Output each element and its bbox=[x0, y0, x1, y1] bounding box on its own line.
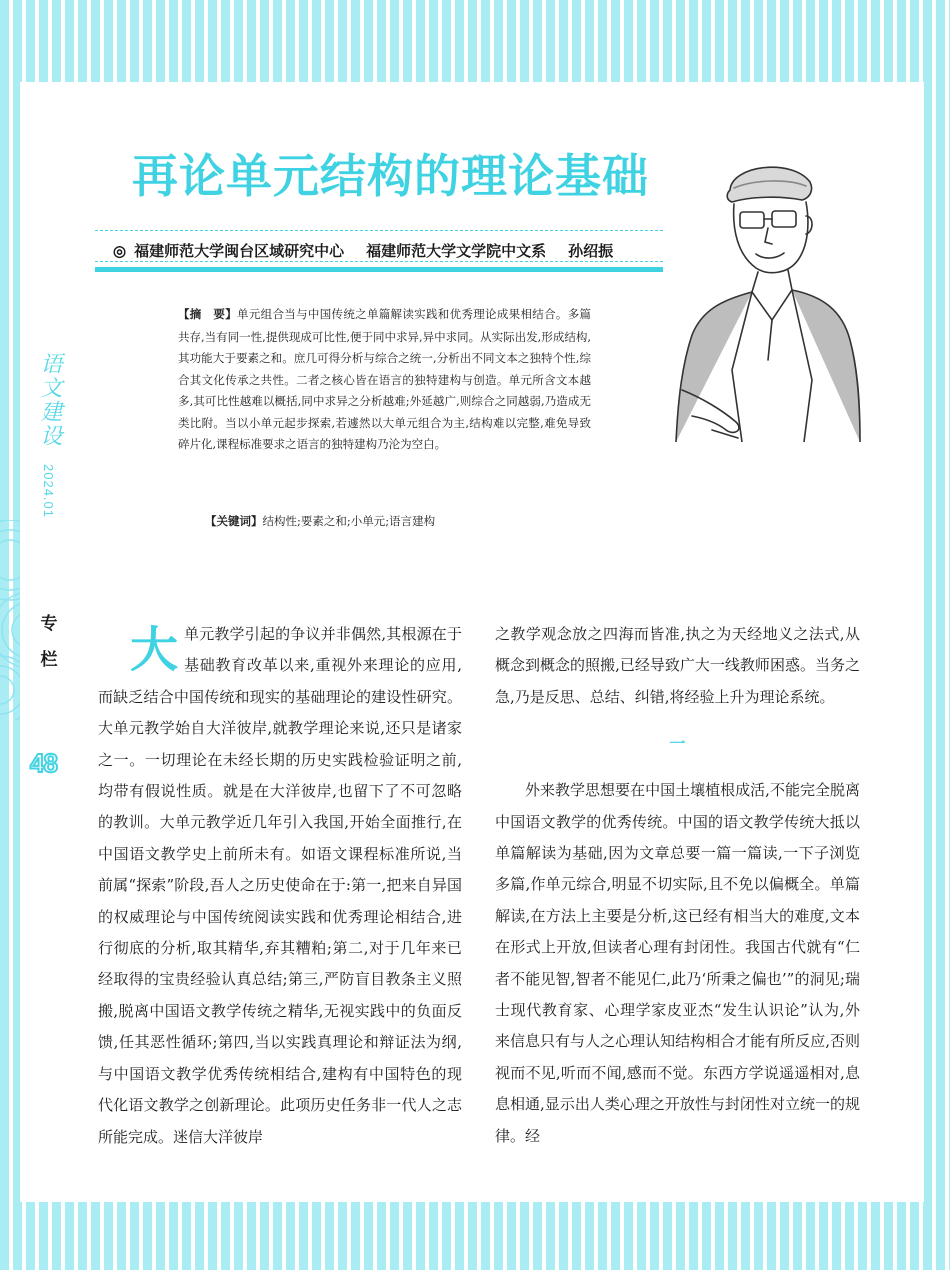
body-paragraph: 外来教学思想要在中国土壤植根成活,不能完全脱离中国语文教学的优秀传统。中国的语文教学传统大抵以单篇解读为基础,因为文章总要一篇一篇读,一下子浏览多篇,作单元综合,明显不切实际,且不免以偏概全。单篇解读,在方法上主要是分析,这已经有相当大的难度,文本在形式上开放,但读者心理有封闭性。我国古代就有“仁者不能见智,智者不能见仁,此乃‘所秉之偏也’”的洞见;瑞士现代教育家、心理学家皮亚杰“发生认识论”认为,外来信息只有与人之心理认知结构相合才能有所反应,否则视而不见,听而不闻,感而不觉。东西方学说遥遥相对,息息相通,显示出人类心理之开放性与封闭性对立统一的规律。经 bbox=[495, 781, 860, 1145]
body-text-left: 单元教学引起的争议并非偶然,其根源在于基础教育改革以来,重视外来理论的应用,而缺乏结合中国传统和现实的基础理论的建设性研究。大单元教学始自大洋彼岸,就教学理论来说,还只是诸家之一。一切理论在未经长期的历史实践检验证明之前,均带有假说性质。就是在大洋彼岸,也留下了不可忽略的教训。大单元教学近几年引入我国,开始全面推行,在中国语文教学史上前所未有。如语文课程标准所说,当前属“探索”阶段,吾人之历史使命在于:第一,把来自异国的权威理论与中国传统阅读实践和优秀理论相结合,进行彻底的分析,取其精华,弃其糟粕;第二,对于几年来已经取得的宝贵经验认真总结;第三,严防盲目教条主义照搬,脱离中国语文教学传统之精华,无视实践中的负面反馈,任其恶性循环;第四,当以实践真理论和辩证法为纲,与中国语文教学优秀传统相结合,建构有中国特色的现代化语文教学之创新理论。此项历史任务非一代人之志所能完成。迷信大洋彼岸 bbox=[98, 625, 462, 1146]
divider-middle bbox=[95, 261, 663, 262]
page-number: 48 bbox=[30, 748, 57, 778]
author-portrait-sketch bbox=[672, 160, 862, 442]
abstract bbox=[178, 304, 591, 456]
section-heading: 一 bbox=[669, 734, 686, 754]
abstract-label: 【摘 要】 bbox=[178, 309, 238, 321]
keywords-label: 【关键词】 bbox=[205, 516, 263, 528]
issue-number: 2024.01 bbox=[41, 464, 56, 518]
body-paragraph bbox=[98, 619, 462, 1153]
abstract-text: 单元组合当与中国传统之单篇解读实践和优秀理论成果相结合。多篇共存,当有同一性,提供现成可比性,便于同中求异,异中求同。从实际出发,形成结构,其功能大于要素之和。庶几可得分析与综合之统一,分析出不同文本之独特个性,综合其文化传承之共性。二者之核心皆在语言的独特建构与创造。单元所含文本越多,其可比性越难以概括,同中求异之分析越难;外延越广,则综合之同越弱,乃造成无类比附。当以小单元起步探索,若遽然以大单元组合为主,结构难以完整,难免导致碎片化,课程标准要求之语言的独特建构乃沦为空白。 bbox=[178, 307, 591, 451]
title-underline bbox=[95, 267, 663, 272]
column-label: 专栏 bbox=[40, 614, 58, 669]
affiliation-2: 福建师范大学文学院中文系 bbox=[366, 243, 547, 260]
article-title: 再论单元结构的理论基础 bbox=[132, 149, 649, 203]
magazine-name: 语文建设 bbox=[37, 352, 62, 448]
divider-top bbox=[95, 230, 663, 231]
author-name: 孙绍振 bbox=[568, 243, 614, 260]
keywords bbox=[205, 511, 605, 532]
keywords-text: 结构性;要素之和;小单元;语言建构 bbox=[262, 514, 436, 528]
body-column-left bbox=[98, 619, 462, 1153]
affiliation-1: 福建师范大学闽台区域研究中心 bbox=[134, 243, 345, 260]
author-byline bbox=[113, 240, 673, 261]
body-column-right bbox=[495, 619, 860, 1152]
body-paragraph: 之教学观念放之四海而皆准,执之为天经地义之法式,从概念到概念的照搬,已经导致广大一线教师困惑。当务之急,乃是反思、总结、纠错,将经验上升为理论系统。 bbox=[495, 625, 860, 706]
author-marker-icon: ◎ bbox=[113, 243, 127, 260]
dropcap: 大 bbox=[130, 622, 179, 678]
